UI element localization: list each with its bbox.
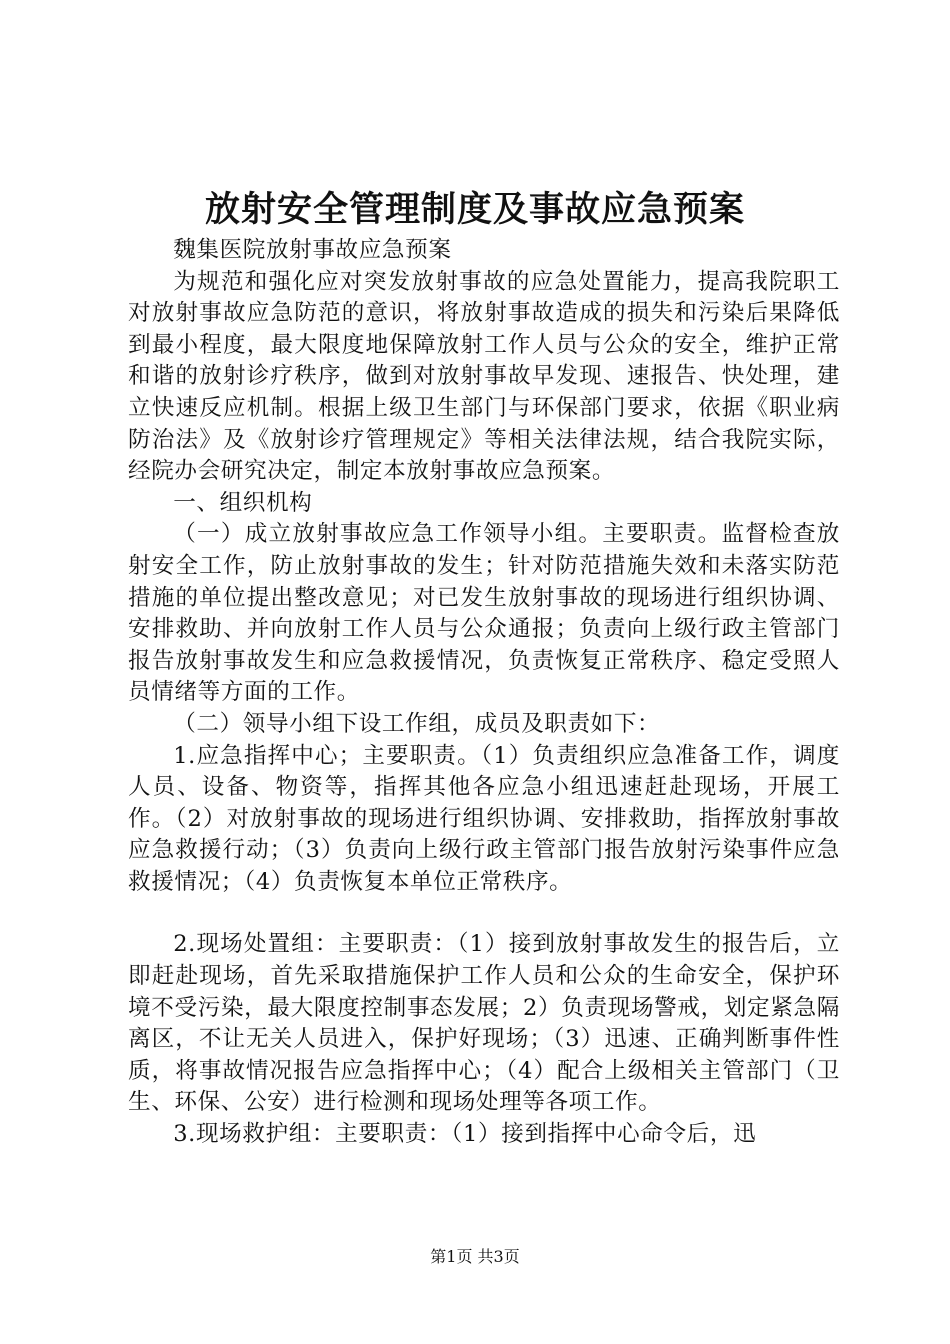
- paragraph-working-groups: （二）领导小组下设工作组，成员及职责如下：: [173, 710, 661, 737]
- paragraph-intro: 为规范和强化应对突发放射事故的应急处置能力，提高我院职工对放射事故应急防范的意识，将放射事故造成的损失和污染后果降低到最小程度，最大限度地保障放射工作人员与公众的安全，维护正常和谐的放射诊疗秩序，做到对放射事故早发现、速报告、快处理，建立快速反应机制。根据上级卫生部门与环保部门要求，依据《职业病防治法》及《放射诊疗管理规定》等相关法律法规，结合我院实际，经院办会研究决定，制定本放射事故应急预案。: [128, 268, 840, 485]
- document-title: 放射安全管理制度及事故应急预案: [204, 189, 745, 230]
- document-body: [128, 235, 840, 1151]
- page-footer: 第1页 共3页: [430, 1247, 520, 1266]
- paragraph-subtitle: 魏集医院放射事故应急预案: [173, 237, 452, 263]
- paragraph-leadership-group: （一）成立放射事故应急工作领导小组。主要职责。监督检查放射安全工作，防止放射事故的发生；针对防范措施失效和未落实防范措施的单位提出整改意见；对已发生放射事故的现场进行组织协调、安排救助、并向放射工作人员与公众通报；负责向上级行政主管部门报告放射事故发生和应急救援情况，负责恢复正常秩序、稳定受照人员情绪等方面的工作。: [128, 521, 840, 706]
- paragraph-onsite-rescue: 3.现场救护组：主要职责：（1）接到指挥中心命令后，迅: [173, 1121, 757, 1148]
- section-heading-organization: 一、组织机构: [173, 489, 313, 516]
- paragraph-command-center: 1.应急指挥中心；主要职责。（1）负责组织应急准备工作，调度人员、设备、物资等，指挥其他各应急小组迅速赶赴现场，开展工作。（2）对放射事故的现场进行组织协调、安排救助，指挥放射事故应急救援行动；（3）负责向上级行政主管部门报告放射污染事件应急救援情况；（4）负责恢复本单位正常秩序。: [128, 742, 840, 895]
- paragraph-onsite-disposal: 2.现场处置组：主要职责：（1）接到放射事故发生的报告后，立即赶赴现场，首先采取措施保护工作人员和公众的生命安全，保护环境不受污染，最大限度控制事态发展；2）负责现场警戒，划定紧急隔离区，不让无关人员进入，保护好现场；（3）迅速、正确判断事件性质，将事故情况报告应急指挥中心；（4）配合上级相关主管部门（卫生、环保、公安）进行检测和现场处理等各项工作。: [128, 931, 840, 1116]
